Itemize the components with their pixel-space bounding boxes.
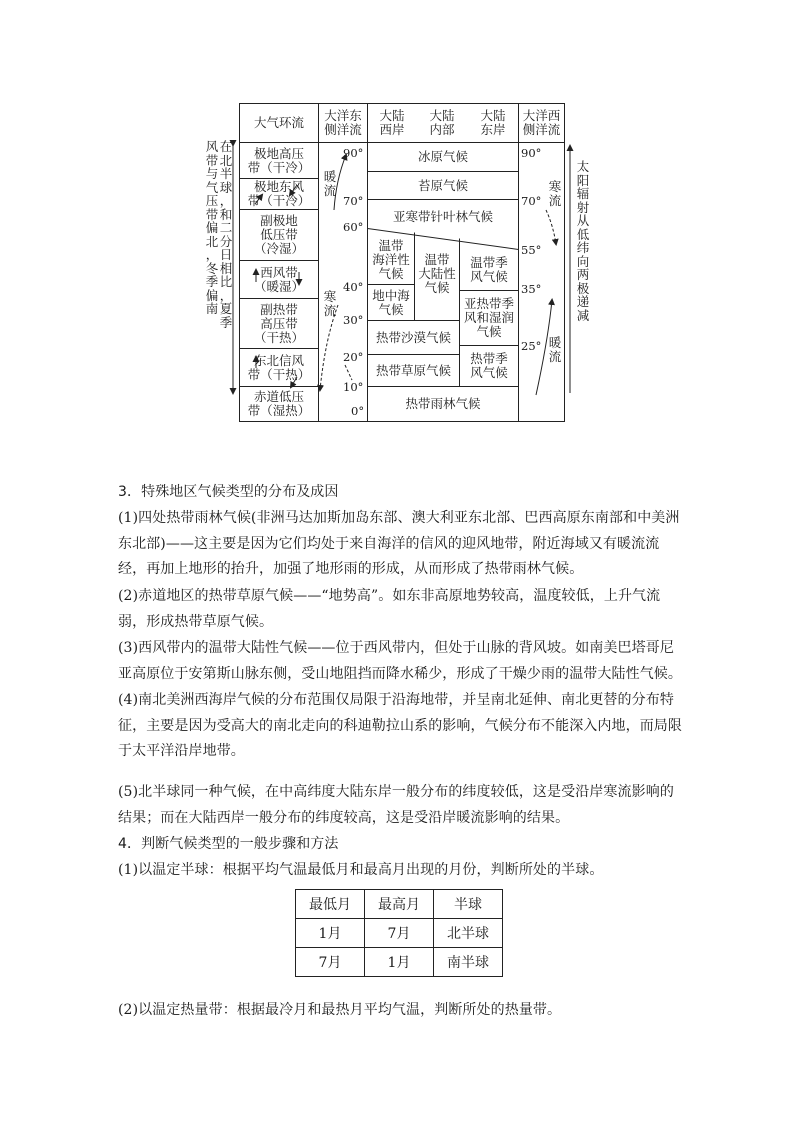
right-degree-25: 25°: [521, 339, 542, 353]
left-degree-90: 90°: [343, 146, 364, 160]
left-degree-70: 70°: [343, 194, 364, 208]
table-cell: 1月: [365, 948, 434, 977]
right-degree-70: 70°: [521, 194, 542, 208]
climate-subarctic: 亚寒带针叶林气候: [392, 209, 493, 224]
belt-polar-easterly: 极地东风 带（干冷）: [247, 179, 311, 208]
east-warm-current-label: 暖 流: [323, 169, 337, 198]
belt-equatorial-low: 赤道低压 带（湿热）: [247, 389, 311, 418]
header-east-coast: 大陆 东岸: [480, 108, 506, 137]
table-cell: 南半球: [434, 948, 503, 977]
paragraph-5: (5)北半球同一种气候，在中高纬度大陆东岸一般分布的纬度较低，这是受沿岸寒流影响的结果；而在大陆西岸一般分布的纬度较高，这是受沿岸暖流影响的结果。: [118, 784, 674, 826]
east-cold-current-label: 寒 流: [323, 289, 337, 318]
table-row: [296, 948, 503, 977]
header-interior: 大陆 内部: [429, 108, 455, 137]
header-circulation: 大气环流: [253, 115, 304, 130]
climate-tropical-monsoon: 热带季 风气候: [470, 351, 508, 380]
left-note-col1: 风 带 与 气 压 带 偏 北 ， 冬 季 偏 南: [205, 139, 219, 316]
climate-temperate-marine: 温带 海洋性 气候: [372, 238, 410, 281]
table-cell: 7月: [365, 919, 434, 948]
header-west-coast: 大陆 西岸: [379, 108, 405, 137]
section4-title: 4．判断气候类型的一般步骤和方法: [118, 836, 339, 852]
step-2: (2)以温定热量带：根据最冷月和最热月平均气温，判断所处的热量带。: [118, 1002, 562, 1018]
step-1: (1)以温定半球：根据平均气温最低月和最高月出现的月份，判断所处的半球。: [118, 862, 604, 878]
paragraph-4: (4)南北美洲西海岸气候的分布范围仅局限于沿海地带，并呈南北延伸、南北更替的分布特征，主要是因为受高大的南北走向的科迪勒拉山系的影响，气候分布不能深入内地，而局限于太平洋沿岸地带。: [118, 692, 682, 759]
left-degree-60: 60°: [343, 220, 364, 234]
hemisphere-table: [295, 889, 503, 977]
belt-polar-high: 极地高压 带（干冷）: [247, 145, 311, 175]
table-cell: 7月: [296, 948, 365, 977]
right-note: 太 阳 辐 射 从 低 纬 向 两 极 递 减: [576, 159, 590, 323]
climate-temperate-continental: 温带 大陆性 气候: [418, 252, 456, 295]
left-degree-0: 0°: [351, 404, 365, 418]
right-degree-35: 35°: [521, 282, 542, 296]
table-cell: 北半球: [434, 919, 503, 948]
left-note-col2: 在 北 半 球 ， 和 二 分 日 相 比 ， 夏 季: [219, 139, 233, 330]
header-east-current: 大洋东 侧洋流: [324, 108, 362, 137]
left-degree-10: 10°: [343, 380, 364, 394]
table-row: [296, 919, 503, 948]
left-degree-40: 40°: [343, 280, 364, 294]
climate-mediterranean: 地中海 气候: [372, 287, 410, 317]
paragraph-2: (2)赤道地区的热带草原气候——“地势高”。如东非高原地势较高，温度较低，上升气流弱，形成热带草原气候。: [118, 588, 661, 630]
belt-subtropical-high: 副热带 高压带 （干热）: [253, 301, 304, 345]
paragraph-1: (1)四处热带雨林气候(非洲马达加斯加岛东部、澳大利亚东北部、巴西高原东南部和中美洲东北部)——这主要是因为它们均处于来自海洋的信风的迎风地带，附近海域又有暖流流经，再加上地形的抬升，加强了地形雨的形成，从而形成了热带雨林气候。: [118, 510, 680, 577]
belt-westerly: 西风带 （暖湿）: [253, 264, 304, 294]
climate-tundra: 苔原气候: [417, 177, 468, 193]
climate-tropical-savanna: 热带草原气候: [375, 362, 451, 378]
left-degree-20: 20°: [343, 350, 364, 364]
belt-ne-trade: 东北信风 带（干热）: [247, 352, 311, 382]
table-header-cell: 最高月: [365, 890, 434, 919]
climate-tropical-rainforest: 热带雨林气候: [405, 396, 481, 411]
climate-temperate-monsoon: 温带季 风气候: [470, 255, 508, 284]
table-header-cell: 半球: [434, 890, 503, 919]
west-cold-current-label: 寒 流: [548, 179, 562, 208]
climate-tropical-desert: 热带沙漠气候: [375, 329, 451, 345]
right-degree-55: 55°: [521, 243, 542, 257]
west-warm-current-label: 暖 流: [548, 335, 562, 364]
table-cell: 1月: [296, 919, 365, 948]
table-header-cell: 最低月: [296, 890, 365, 919]
section3-title: 3．特殊地区气候类型的分布及成因: [118, 484, 339, 500]
climate-ice-cap: 冰原气候: [417, 149, 468, 164]
right-degree-90: 90°: [521, 146, 542, 160]
left-degree-30: 30°: [343, 313, 364, 327]
paragraph-3: (3)西风带内的温带大陆性气候——位于西风带内，但处于山脉的背风坡。如南美巴塔哥尼亚高原位于安第斯山脉东侧，受山地阻挡而降水稀少，形成了干燥少雨的温带大陆性气候。: [118, 640, 682, 682]
belt-subpolar-low: 副极地 低压带 （冷湿）: [253, 213, 304, 256]
climate-subtropical-monsoon: 亚热带季 风和湿润 气候: [463, 296, 514, 339]
table-header-row: [296, 890, 503, 919]
climate-distribution-diagram: [0, 0, 794, 440]
header-west-current: 大洋西 侧洋流: [522, 108, 561, 137]
